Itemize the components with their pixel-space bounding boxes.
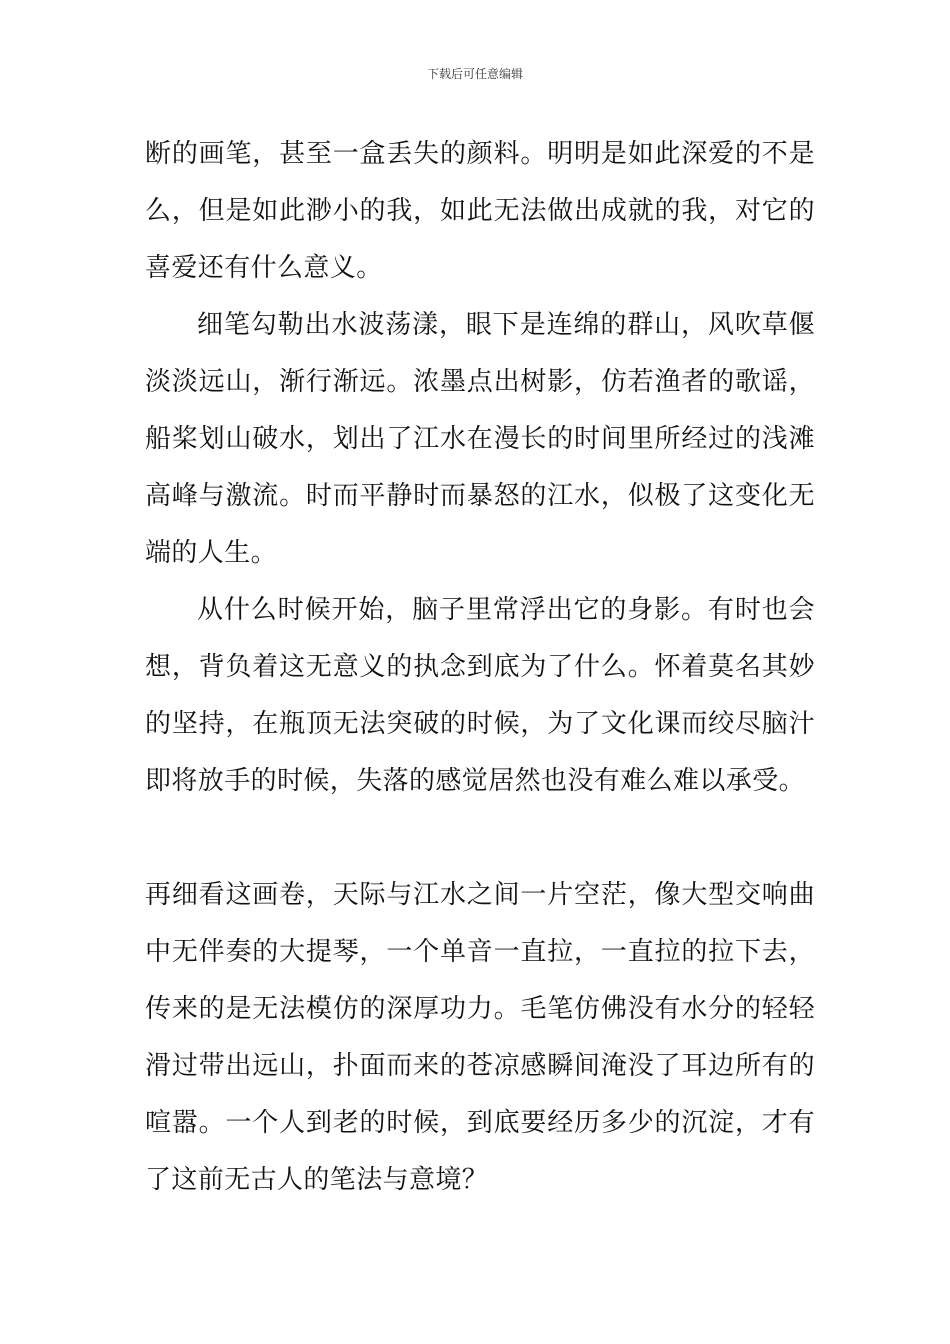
paragraph-2: 细笔勾勒出水波荡漾，眼下是连绵的群山，风吹草偃淡淡远山，渐行渐远。浓墨点出树影，仿若渔者的歌谣，船桨划山破水，划出了江水在漫长的时间里所经过的浅滩高峰与激流。时而平静时而暴怒的江水，似极了这变化无端的人生。 bbox=[145, 310, 815, 568]
document-body bbox=[145, 126, 815, 1209]
paragraph-1: 断的画笔，甚至一盒丢失的颜料。明明是如此深爱的不是么，但是如此渺小的我，如此无法做出成就的我，对它的喜爱还有什么意义。 bbox=[145, 139, 815, 283]
paragraph-4: 再细看这画卷，天际与江水之间一片空茫，像大型交响曲中无伴奏的大提琴，一个单音一直拉，一直拉的拉下去，传来的是无法模仿的深厚功力。毛笔仿佛没有水分的轻轻滑过带出远山，扑面而来的苍凉感瞬间淹没了耳边所有的喧嚣。一个人到老的时候，到底要经历多少的沉淀，才有了这前无古人的笔法与意境？ bbox=[145, 880, 815, 1195]
page-header: 下载后可任意编辑 bbox=[426, 67, 523, 81]
paragraph-spacer bbox=[145, 810, 815, 867]
paragraph-3: 从什么时候开始，脑子里常浮出它的身影。有时也会想，背负着这无意义的执念到底为了什么。怀着莫名其妙的坚持，在瓶顶无法突破的时候，为了文化课而绞尽脑汁即将放手的时候，失落的感觉居然也没有难么难以承受。 bbox=[145, 595, 815, 796]
